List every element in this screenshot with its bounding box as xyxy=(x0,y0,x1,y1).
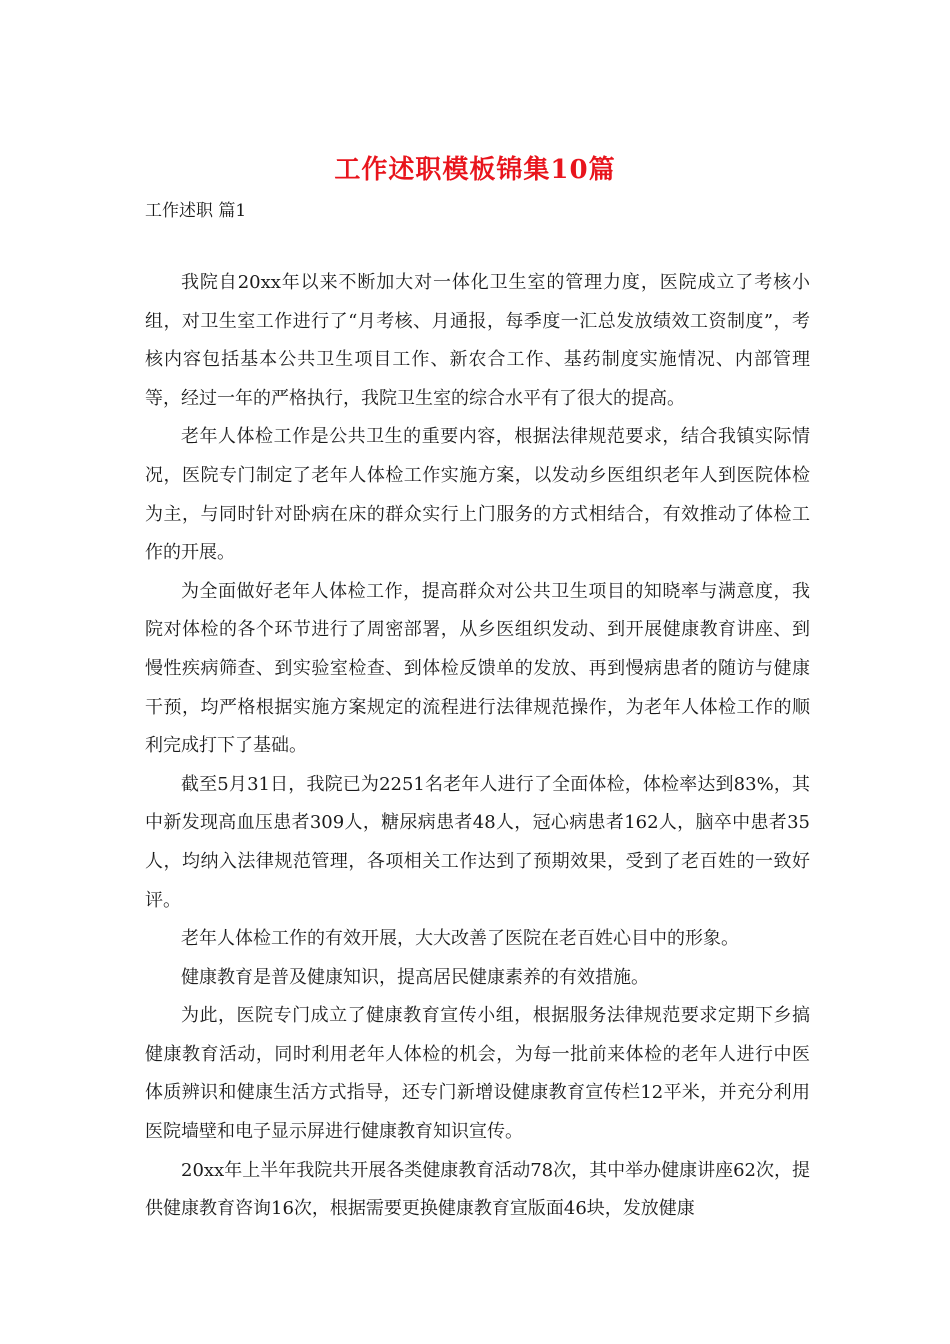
paragraph: 20xx年上半年我院共开展各类健康教育活动78次，其中举办健康讲座62次，提供健康教育咨询16次，根据需要更换健康教育宣版面46块，发放健康 xyxy=(145,1159,811,1220)
document-body xyxy=(145,264,810,1229)
section-heading: 工作述职 篇1 xyxy=(145,201,247,221)
paragraph: 健康教育是普及健康知识，提高居民健康素养的有效措施。 xyxy=(181,966,649,988)
document-title: 工作述职模板锦集10篇 xyxy=(334,155,616,185)
paragraph: 老年人体检工作的有效开展，大大改善了医院在老百姓心目中的形象。 xyxy=(181,928,739,950)
paragraph: 截至5月31日，我院已为2251名老年人进行了全面体检，体检率达到83%，其中新发现高血压患者309人，糖尿病患者48人，冠心病患者162人，脑卒中患者35人，均纳入法律规范管理，各项相关工作达到了预期效果，受到了老百姓的一致好评。 xyxy=(145,773,810,911)
paragraph: 老年人体检工作是公共卫生的重要内容，根据法律规范要求，结合我镇实际情况，医院专门制定了老年人体检工作实施方案，以发动乡医组织老年人到医院体检为主，与同时针对卧病在床的群众实行上门服务的方式相结合，有效推动了体检工作的开展。 xyxy=(145,426,810,564)
paragraph: 为全面做好老年人体检工作，提高群众对公共卫生项目的知晓率与满意度，我院对体检的各个环节进行了周密部署，从乡医组织发动、到开展健康教育讲座、到慢性疾病筛查、到实验室检查、到体检反馈单的发放、再到慢病患者的随访与健康干预，均严格根据实施方案规定的流程进行法律规范操作，为老年人体检工作的顺利完成打下了基础。 xyxy=(145,580,810,757)
paragraph: 为此，医院专门成立了健康教育宣传小组，根据服务法律规范要求定期下乡搞健康教育活动，同时利用老年人体检的机会，为每一批前来体检的老年人进行中医体质辨识和健康生活方式指导，还专门新增设健康教育宣传栏12平米，并充分利用医院墙壁和电子显示屏进行健康教育知识宣传。 xyxy=(145,1005,810,1143)
paragraph: 我院自20xx年以来不断加大对一体化卫生室的管理力度，医院成立了考核小组，对卫生室工作进行了“月考核、月通报，每季度一汇总发放绩效工资制度”，考核内容包括基本公共卫生项目工作、新农合工作、基药制度实施情况、内部管理等，经过一年的严格执行，我院卫生室的综合水平有了很大的提高。 xyxy=(145,272,810,409)
